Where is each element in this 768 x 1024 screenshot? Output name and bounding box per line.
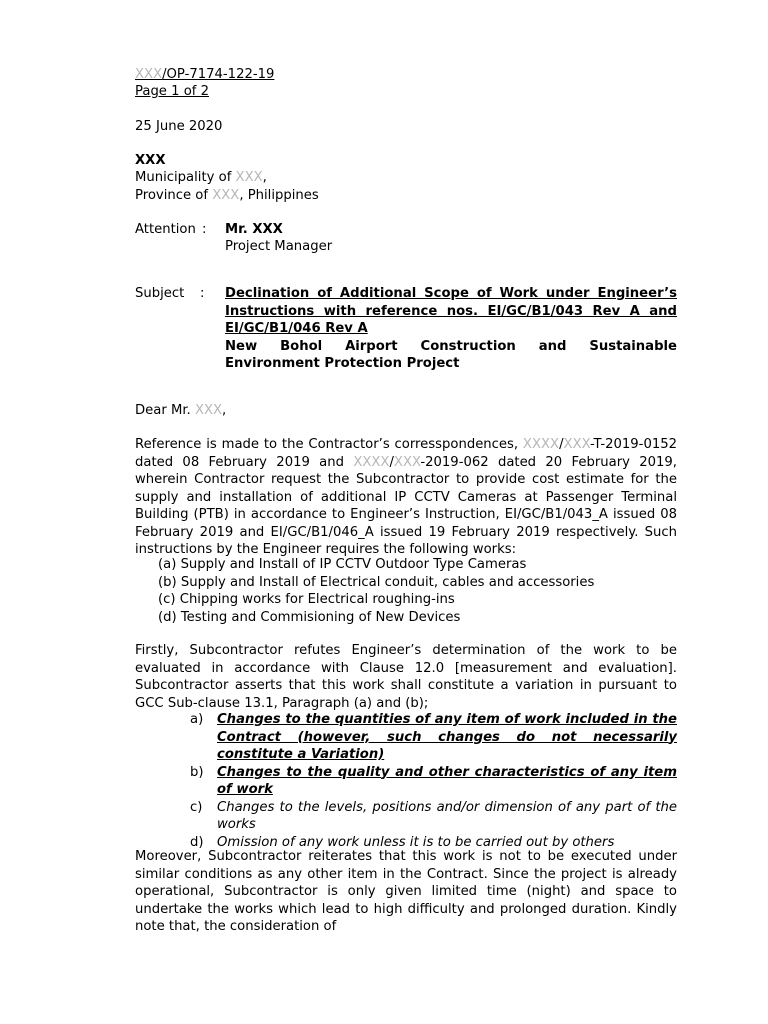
paragraph-text: / bbox=[389, 454, 394, 470]
clause-text: Changes to the levels, positions and/or dimension of any part of the works bbox=[217, 799, 677, 832]
clause-letter: c) bbox=[190, 799, 203, 815]
paragraph-text: -2019-062 dated 20 February 2019, wherein Contractor request the Subcontractor to provide cost estimate for the supply and installation of additional IP CCTV Cameras at Passenger Terminal Building (PTB) in accordance to Engineer’s Instruction, EI/GC/B1/043_A issued 08 February 2019 and EI/GC/B1/046_A issued 19 February 2019 respectively. Such instructions by the Engineer requires the following works: bbox=[135, 454, 678, 557]
redacted-text: XXX bbox=[235, 170, 263, 185]
recipient-province bbox=[135, 187, 319, 204]
salutation bbox=[135, 402, 226, 419]
recipient-name: XXX bbox=[135, 153, 166, 168]
letter-date: 25 June 2020 bbox=[135, 119, 223, 134]
list-item bbox=[190, 711, 677, 764]
paragraph-text: / bbox=[559, 437, 564, 452]
redacted-text: XXX bbox=[563, 437, 590, 452]
subject-project: New Bohol Airport Construction and Sustainable Environment Protection Project bbox=[225, 338, 677, 371]
redacted-text: XXXX bbox=[353, 454, 390, 470]
paragraph-reference bbox=[135, 436, 677, 559]
redacted-text: XXX bbox=[135, 67, 163, 82]
clause-letter: b) bbox=[190, 764, 204, 780]
attention-colon: : bbox=[202, 222, 207, 237]
redacted-text: XXXX bbox=[522, 437, 560, 452]
list-item: (c) Chipping works for Electrical roughing-ins bbox=[158, 592, 455, 607]
subject-title: Declination of Additional Scope of Work under Engineer’s Instructions with reference nos. EI/GC/B1/043 Rev A and EI/GC/B1/046 Rev A bbox=[225, 286, 677, 336]
redacted-text: XXX bbox=[393, 454, 421, 470]
reference-code: /OP-7174-122-19 bbox=[162, 67, 275, 82]
attention-name: Mr. XXX bbox=[225, 222, 283, 237]
reference-number bbox=[135, 66, 274, 83]
clause-text: Changes to the quantities of any item of work included in the Contract (however, such changes do not necessarily constitute a Variation) bbox=[217, 712, 677, 762]
paragraph-text: -T-2019-0152 dated 08 February 2019 and bbox=[135, 437, 677, 470]
salutation-suffix: , bbox=[222, 403, 227, 418]
salutation-prefix: Dear Mr. bbox=[135, 403, 195, 418]
clause-letter: a) bbox=[190, 712, 204, 727]
subject-text bbox=[225, 285, 677, 373]
recipient-province-suffix: , Philippines bbox=[239, 188, 319, 203]
clause-list bbox=[190, 711, 677, 851]
clause-letter: d) bbox=[190, 834, 204, 850]
paragraph-refutation: Firstly, Subcontractor refutes Engineer’s determination of the work to be evaluated in accordance with Clause 12.0 [measurement and evaluation]. Subcontractor asserts that this work shall constitute a variation in pursuant to GCC Sub-clause 13.1, Paragraph (a) and (b); bbox=[135, 643, 677, 711]
list-item: (a) Supply and Install of IP CCTV Outdoor Type Cameras bbox=[158, 557, 527, 572]
subject-label: Subject bbox=[135, 286, 185, 301]
attention-label: Attention bbox=[135, 222, 196, 237]
recipient-municipality-prefix: Municipality of bbox=[135, 170, 236, 185]
recipient-province-prefix: Province of bbox=[135, 188, 213, 203]
recipient-municipality-suffix: , bbox=[262, 170, 267, 185]
redacted-text: XXX bbox=[194, 403, 223, 418]
clause-text: Changes to the quality and other characteristics of any item of work bbox=[217, 764, 677, 797]
clause-text: Omission of any work unless it is to be carried out by others bbox=[217, 834, 615, 850]
list-item bbox=[190, 799, 677, 834]
list-item: (d) Testing and Commisioning of New Devices bbox=[158, 609, 461, 625]
paragraph-conditions: Moreover, Subcontractor reiterates that this work is not to be executed under similar conditions as any other item in the Contract. Since the project is already operational, Subcontractor is only given limited time (night) and space to undertake the works which lead to high difficulty and prolonged duration. Kindly note that, the consideration of bbox=[135, 849, 677, 934]
attention-title: Project Manager bbox=[225, 239, 333, 254]
paragraph-text: Reference is made to the Contractor’s corresspondences, bbox=[135, 437, 523, 452]
works-list bbox=[158, 556, 594, 626]
recipient-municipality bbox=[135, 169, 267, 186]
page-indicator: Page 1 of 2 bbox=[135, 84, 209, 99]
subject-colon: : bbox=[200, 286, 205, 301]
list-item: (b) Supply and Install of Electrical conduit, cables and accessories bbox=[158, 574, 595, 590]
list-item bbox=[190, 764, 677, 799]
redacted-text: XXX bbox=[212, 188, 240, 203]
